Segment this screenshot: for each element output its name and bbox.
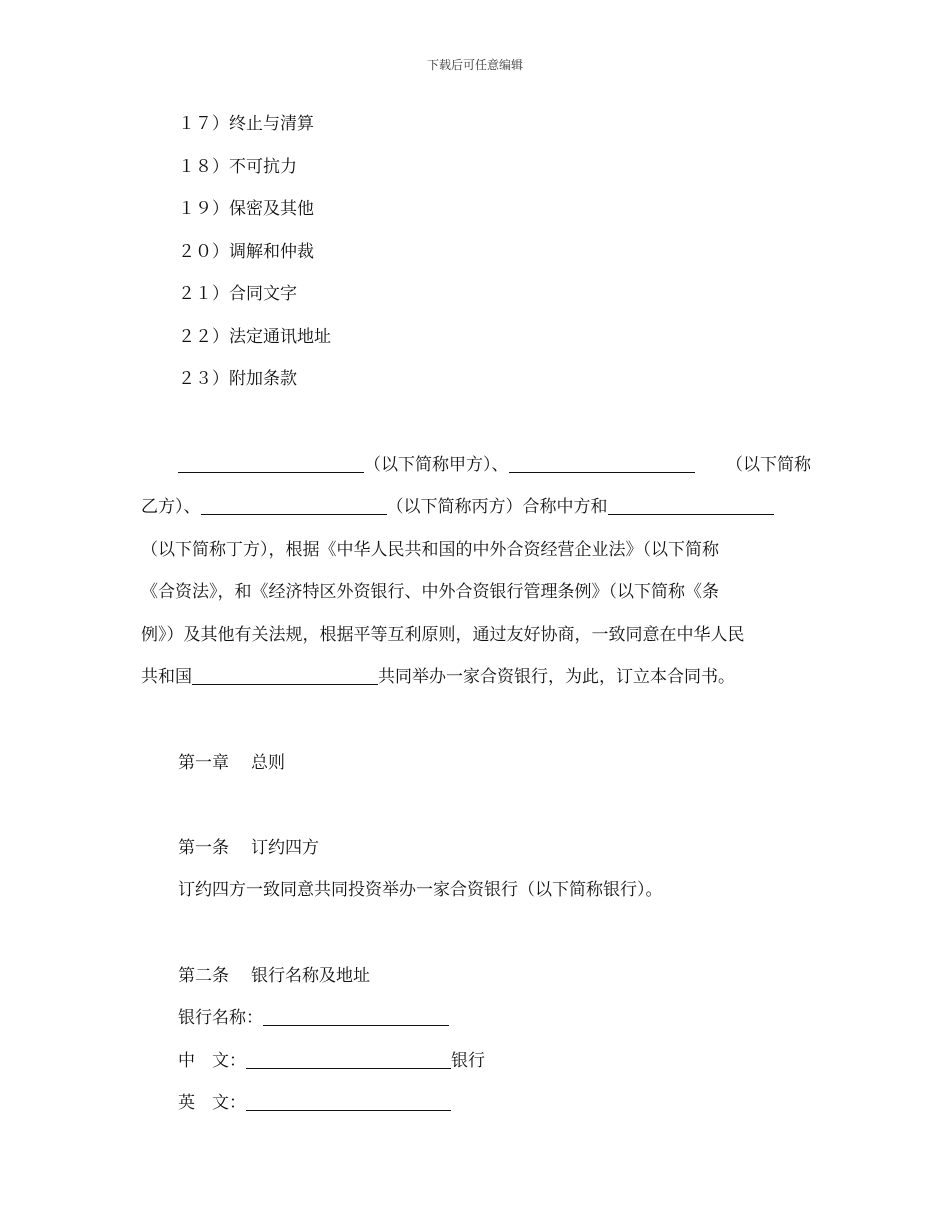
page-header: 下载后可任意编辑 bbox=[426, 58, 523, 72]
toc-item: ２２）法定通讯地址 bbox=[178, 327, 331, 347]
chinese-name-row: 中 文： 银行 bbox=[178, 1051, 485, 1071]
article-1-heading: 第一条 订约四方 bbox=[178, 838, 319, 858]
toc-item: １７）终止与清算 bbox=[178, 114, 314, 134]
preamble-line-3: （以下简称丁方），根据《中华人民共和国的中外合资经营企业法》（以下简称 bbox=[141, 540, 719, 560]
preamble-line-6: 共和国 共同举办一家合资银行，为此，订立本合同书。 bbox=[141, 667, 735, 687]
preamble-line-5: 例》）及其他有关法规，根据平等互利原则，通过友好协商，一致同意在中华人民 bbox=[141, 625, 745, 645]
article-2-heading: 第二条 银行名称及地址 bbox=[178, 966, 370, 986]
english-name-row: 英 文： bbox=[178, 1092, 451, 1114]
english-name-blank bbox=[246, 1092, 451, 1111]
preamble-line-4: 《合资法》，和《经济特区外资银行、中外合资银行管理条例》（以下简称《条 bbox=[141, 582, 719, 602]
bank-name-row: 银行名称： bbox=[178, 1007, 449, 1029]
toc-item: １９）保密及其他 bbox=[178, 199, 314, 219]
preamble-line-2: 乙方）、 （以下简称丙方）合称中方和 bbox=[141, 496, 811, 518]
bank-name-blank bbox=[263, 1007, 449, 1026]
article-1-body: 订约四方一致同意共同投资举办一家合资银行（以下简称银行）。 bbox=[178, 880, 663, 900]
toc-item: １８）不可抗力 bbox=[178, 157, 297, 177]
party-c-blank bbox=[201, 496, 387, 515]
party-d-blank bbox=[608, 496, 774, 515]
chapter-heading: 第一章 总则 bbox=[178, 753, 285, 773]
toc-item: ２１）合同文字 bbox=[178, 284, 297, 304]
preamble-line-1: （以下简称甲方）、 （以下简称 bbox=[178, 454, 811, 476]
toc-item: ２３）附加条款 bbox=[178, 369, 297, 389]
party-b-blank bbox=[509, 454, 695, 473]
toc-item: ２０）调解和仲裁 bbox=[178, 242, 314, 262]
party-a-blank bbox=[178, 454, 364, 473]
location-blank bbox=[192, 666, 378, 685]
chinese-name-blank bbox=[246, 1050, 451, 1069]
